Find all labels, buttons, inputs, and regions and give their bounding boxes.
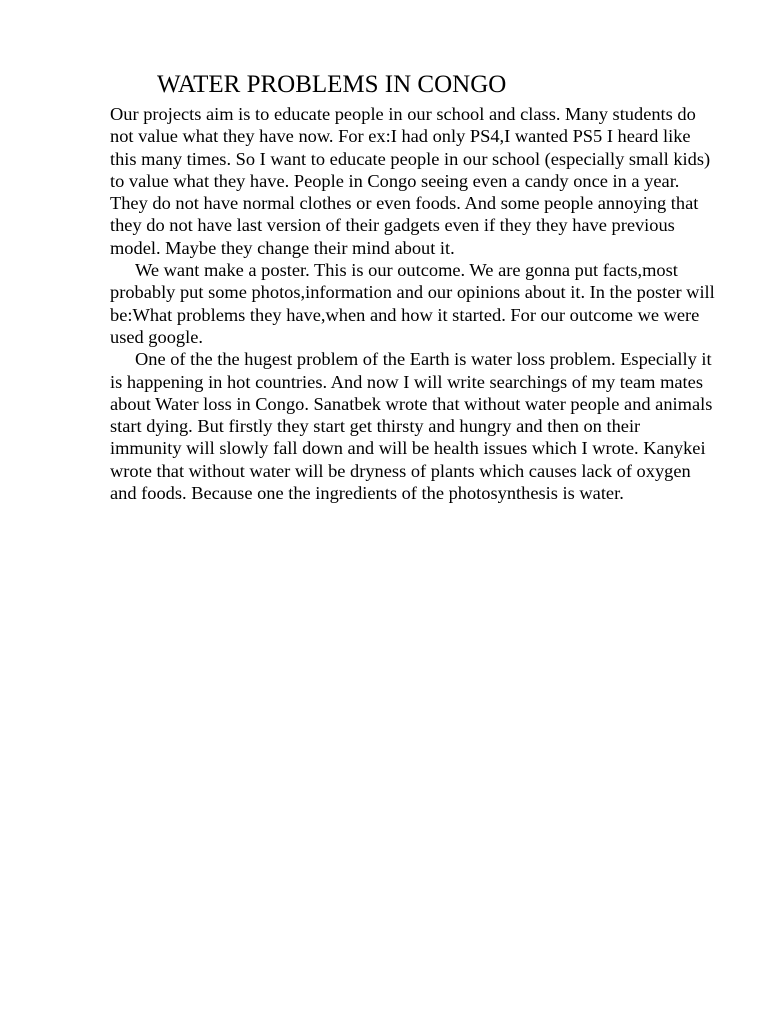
- document-title: WATER PROBLEMS IN CONGO: [157, 71, 507, 98]
- paragraph-water-loss: One of the the hugest problem of the Earth is water loss problem. Especially it is happening in hot countries. And now I will write searchings of my team mates about Water loss in Congo. Sanatbek wrote that without water people and animals start dying. But firstly they start get thirsty and hungry and then on their immunity will slowly fall down and will be health issues which I wrote. Kanykei wrote that without water will be dryness of plants which causes lack of oxygen and foods. Because one the ingredients of the photosynthesis is water.: [110, 349, 713, 504]
- document-page: [110, 70, 716, 504]
- paragraph-poster-outcome: We want make a poster. This is our outcome. We are gonna put facts,most probably put some photos,information and our opinions about it. In the poster will be:What problems they have,when and how it started. For our outcome we were used google.: [110, 260, 715, 347]
- paragraph-project-aim: Our projects aim is to educate people in our school and class. Many students do not value what they have now. For ex:I had only PS4,I wanted PS5 I heard like this many times. So I want to educate people in our school (especially small kids) to value what they have. People in Congo seeing even a candy once in a year. They do not have normal clothes or even foods. And some people annoying that they do not have last version of their gadgets even if they they have previous model. Maybe they change their mind about it.: [110, 104, 711, 258]
